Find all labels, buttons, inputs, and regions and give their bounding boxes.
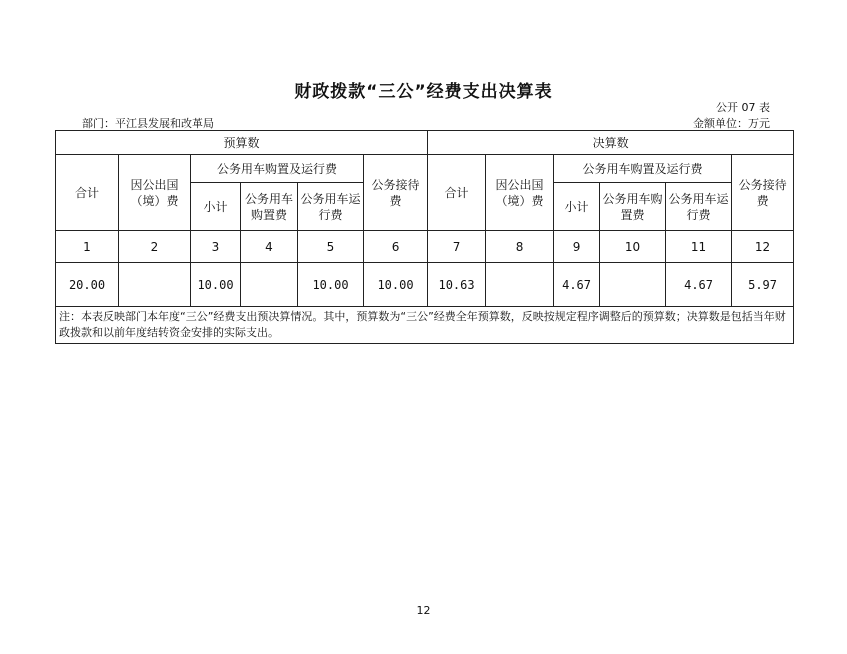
value-row [56,263,794,307]
final-group-header: 决算数 [428,131,794,155]
final-total-header: 合计 [428,155,486,231]
final-reception-header: 公务接待费 [732,155,794,231]
column-number: 2 [119,231,191,263]
budget-total-header: 合计 [56,155,119,231]
form-number: 公开 07 表 [716,101,770,114]
column-number: 11 [666,231,732,263]
budget-abroad-header: 因公出国（境）费 [119,155,191,231]
column-number: 6 [364,231,428,263]
budget-vehicle-subtotal-value: 10.00 [191,263,241,307]
note-row [56,307,794,344]
amount-unit-label: 金额单位：万元 [693,117,770,130]
column-number: 10 [600,231,666,263]
final-vehicle-group-header: 公务用车购置及运行费 [554,155,732,183]
page-title: 财政拨款“三公”经费支出决算表 [294,82,553,102]
budget-subtotal-header: 小计 [191,183,241,231]
three-public-expenditure-table [55,130,794,344]
budget-abroad-value [119,263,191,307]
final-abroad-header: 因公出国（境）费 [486,155,554,231]
budget-vehicle-purchase-header: 公务用车购置费 [241,183,298,231]
column-number-row [56,231,794,263]
budget-vehicle-purchase-value [241,263,298,307]
final-vehicle-purchase-value [600,263,666,307]
final-reception-value: 5.97 [732,263,794,307]
column-number: 12 [732,231,794,263]
budget-vehicle-group-header: 公务用车购置及运行费 [191,155,364,183]
final-abroad-value [486,263,554,307]
final-subtotal-header: 小计 [554,183,600,231]
column-number: 8 [486,231,554,263]
final-vehicle-operation-header: 公务用车运行费 [666,183,732,231]
column-number: 7 [428,231,486,263]
final-vehicle-purchase-header: 公务用车购置费 [600,183,666,231]
budget-group-header: 预算数 [56,131,428,155]
final-total-value: 10.63 [428,263,486,307]
department-label: 部门：平江县发展和改革局 [82,117,214,130]
budget-vehicle-operation-header: 公务用车运行费 [298,183,364,231]
page-number: 12 [416,604,431,617]
table-note: 注：本表反映部门本年度“三公”经费支出预决算情况。其中，预算数为“三公”经费全年预算数，反映按规定程序调整后的预算数；决算数是包括当年财政拨款和以前年度结转资金安排的实际支出。 [56,307,794,344]
final-vehicle-subtotal-value: 4.67 [554,263,600,307]
column-number: 5 [298,231,364,263]
group-header-row [56,131,794,155]
column-number: 4 [241,231,298,263]
final-vehicle-operation-value: 4.67 [666,263,732,307]
column-number: 3 [191,231,241,263]
budget-total-value: 20.00 [56,263,119,307]
budget-reception-header: 公务接待费 [364,155,428,231]
column-number: 9 [554,231,600,263]
budget-reception-value: 10.00 [364,263,428,307]
category-header-row [56,155,794,183]
budget-vehicle-operation-value: 10.00 [298,263,364,307]
column-number: 1 [56,231,119,263]
